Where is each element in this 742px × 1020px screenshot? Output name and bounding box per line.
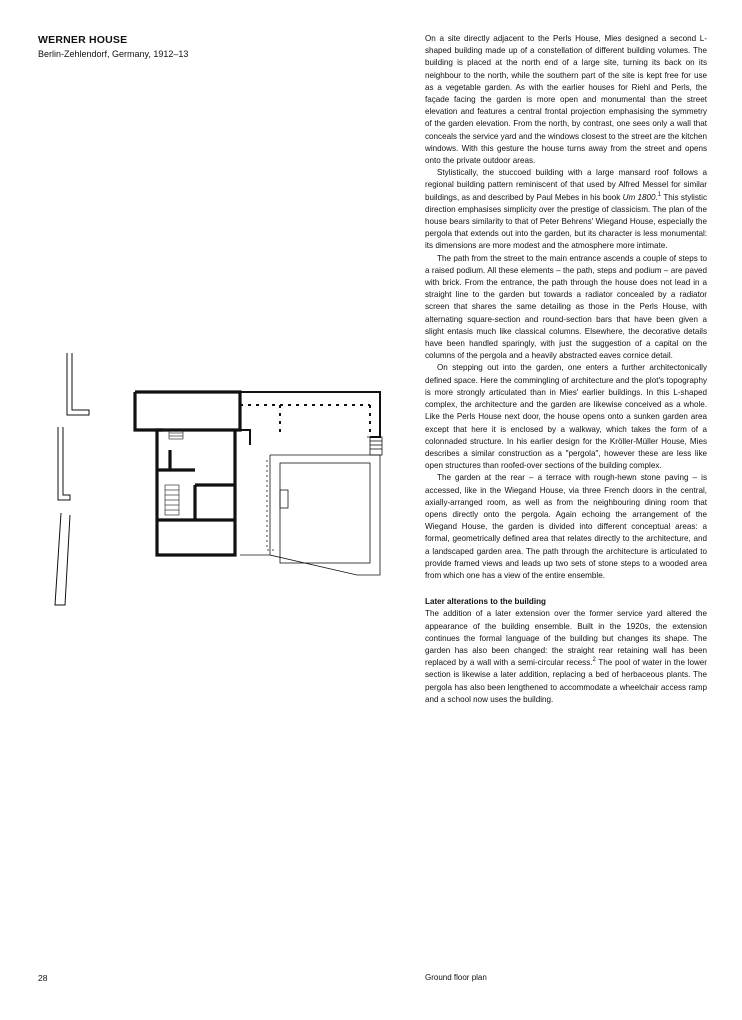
boundary-wall-lower xyxy=(55,513,70,605)
section-heading: Later alterations to the building xyxy=(425,597,546,607)
page-subtitle: Berlin-Zehlendorf, Germany, 1912–13 xyxy=(38,49,189,59)
figure-caption: Ground floor plan xyxy=(425,973,487,982)
paragraph-2: Stylistically, the stuccoed building with a large mansard roof follows a regional building pattern reminiscent of that used by Alfred Messel for similar buildings, as and described by Paul Mebes in his book Um 1800.$^1$ This stylistic direction emphasises simplicity over the prestige of classicism. The plan of the house bears similarity to that of Peter Behrens' Wiegand House, especially the pergola that extends out into the garden, but its character is less monumental: its dimensions are more modest and the atmosphere more intimate. xyxy=(425,168,707,251)
paragraph-5: The garden at the rear – a terrace with rough-hewn stone paving – is accessed, like in the Wiegand House, via three French doors in the central, axially-arranged room, as well as from the neighbouring dining room that opens directly onto the pergola. Again echoing the arrangement of the Wiegand House, the garden is divided into different conceptual areas: a formal, geometrically defined area that relates directly to the architecture, and a landscaped garden area. The path through the architecture is articulated to provide framed views and leads up two sets of stone steps to a wooded area from which one has a view of the entire ensemble. xyxy=(425,473,707,580)
annex-outer xyxy=(240,392,380,437)
house-north-wall xyxy=(135,392,240,430)
paragraph-1: On a site directly adjacent to the Perls House, Mies designed a second L-shaped building made up of a constellation of different building volumes. The building is placed at the north end of a large site, turning its back on its neighbour to the north, while the southern part of the site is kept free for use as a vegetable garden. As with the earlier houses for Riehl and Perls, the façade facing the garden is more open and monumental than the street elevation and features a central frontal projection emphasising the symmetry of the garden elevation. From the north, by contrast, one sees only a wall that conceals the service yard and the windows closest to the street are the kitchen windows. With this gesture the house turns away from the street and opens onto the private outdoor areas. xyxy=(425,34,707,166)
body-text-column xyxy=(425,33,707,706)
garden-enclosure xyxy=(270,455,380,575)
book-title: Um 1800 xyxy=(622,192,656,202)
pergola-colonnade xyxy=(267,460,275,550)
page-title: WERNER HOUSE xyxy=(38,34,128,46)
paragraph-6-part-b: The pool of water in the lower section is likewise a later addition, replacing a bed of herbaceous plants. The pergola has also been lengthened to accommodate a wheelchair access ramp and a school now uses the building. xyxy=(425,658,707,704)
garden-steps-left xyxy=(280,490,288,508)
footnote-ref-1: 1 xyxy=(657,191,662,198)
page-number: 28 xyxy=(38,973,48,983)
sunken-garden xyxy=(280,463,370,563)
garden-steps-right xyxy=(370,437,382,455)
paragraph-6-part-a: The addition of a later extension over the former service yard altered the appearance of the building ensemble. Built in the 1920s, the extension continues the formal language of the building but changes its shape. The garden has also been changed: the straight rear retaining wall has been replaced by a wall with a semi-circular recess. xyxy=(425,609,707,668)
boundary-wall-upper xyxy=(67,353,89,415)
footnote-ref-2: 2 xyxy=(592,657,596,664)
ground-floor-plan-drawing xyxy=(45,345,395,615)
paragraph-4: On stepping out into the garden, one enters a further architectonically defined space. Here the commingling of architecture and the plot's topography is more strongly articulated than in Mies' earlier buildings. In this L-shaped complex, the architecture and the garden are likewise conceived as a whole. Like the Perls House next door, the house opens onto a sunken garden area except that here it is enclosed by a walkway, which takes the form of a colonnaded structure. In his earlier design for the Kröller-Müller House, Mies describes a similar construction as a "pergola", however these are less like open structures than roofed-over sections of the building complex. xyxy=(425,363,707,471)
paragraph-2-part-b: This stylistic direction emphasises simplicity over the prestige of classicism. The plan of the house bears similarity to that of Peter Behrens' Wiegand House, especially the pergola that extends out into the garden, but its character is less monumental: its dimensions are more modest and the atmosphere more intimate. xyxy=(425,192,707,251)
paragraph-2-part-a: Stylistically, the stuccoed building with a large mansard roof follows a regional building pattern reminiscent of that used by Alfred Messel for similar buildings, as and described by Paul Mebes in his book xyxy=(425,168,707,202)
paragraph-3: The path from the street to the main entrance ascends a couple of steps to a raised podium. All these elements – the path, steps and podium – are paved with brick. From the entrance, the path through the house does not lead in a straight line to the garden but towards a radiator concealed by a radiator screen that shares the same detailing as those in the Perls House, with alternating square-section and round-section bars that have been given a slight entasis much like classical columns. Elsewhere, the decorative details have been handled sparingly, with just the suggestion of a capital on the columns of the pergola and a heavily abstracted eaves cornice detail. xyxy=(425,253,707,361)
boundary-wall-middle xyxy=(58,427,70,500)
paragraph-6 xyxy=(425,608,707,706)
